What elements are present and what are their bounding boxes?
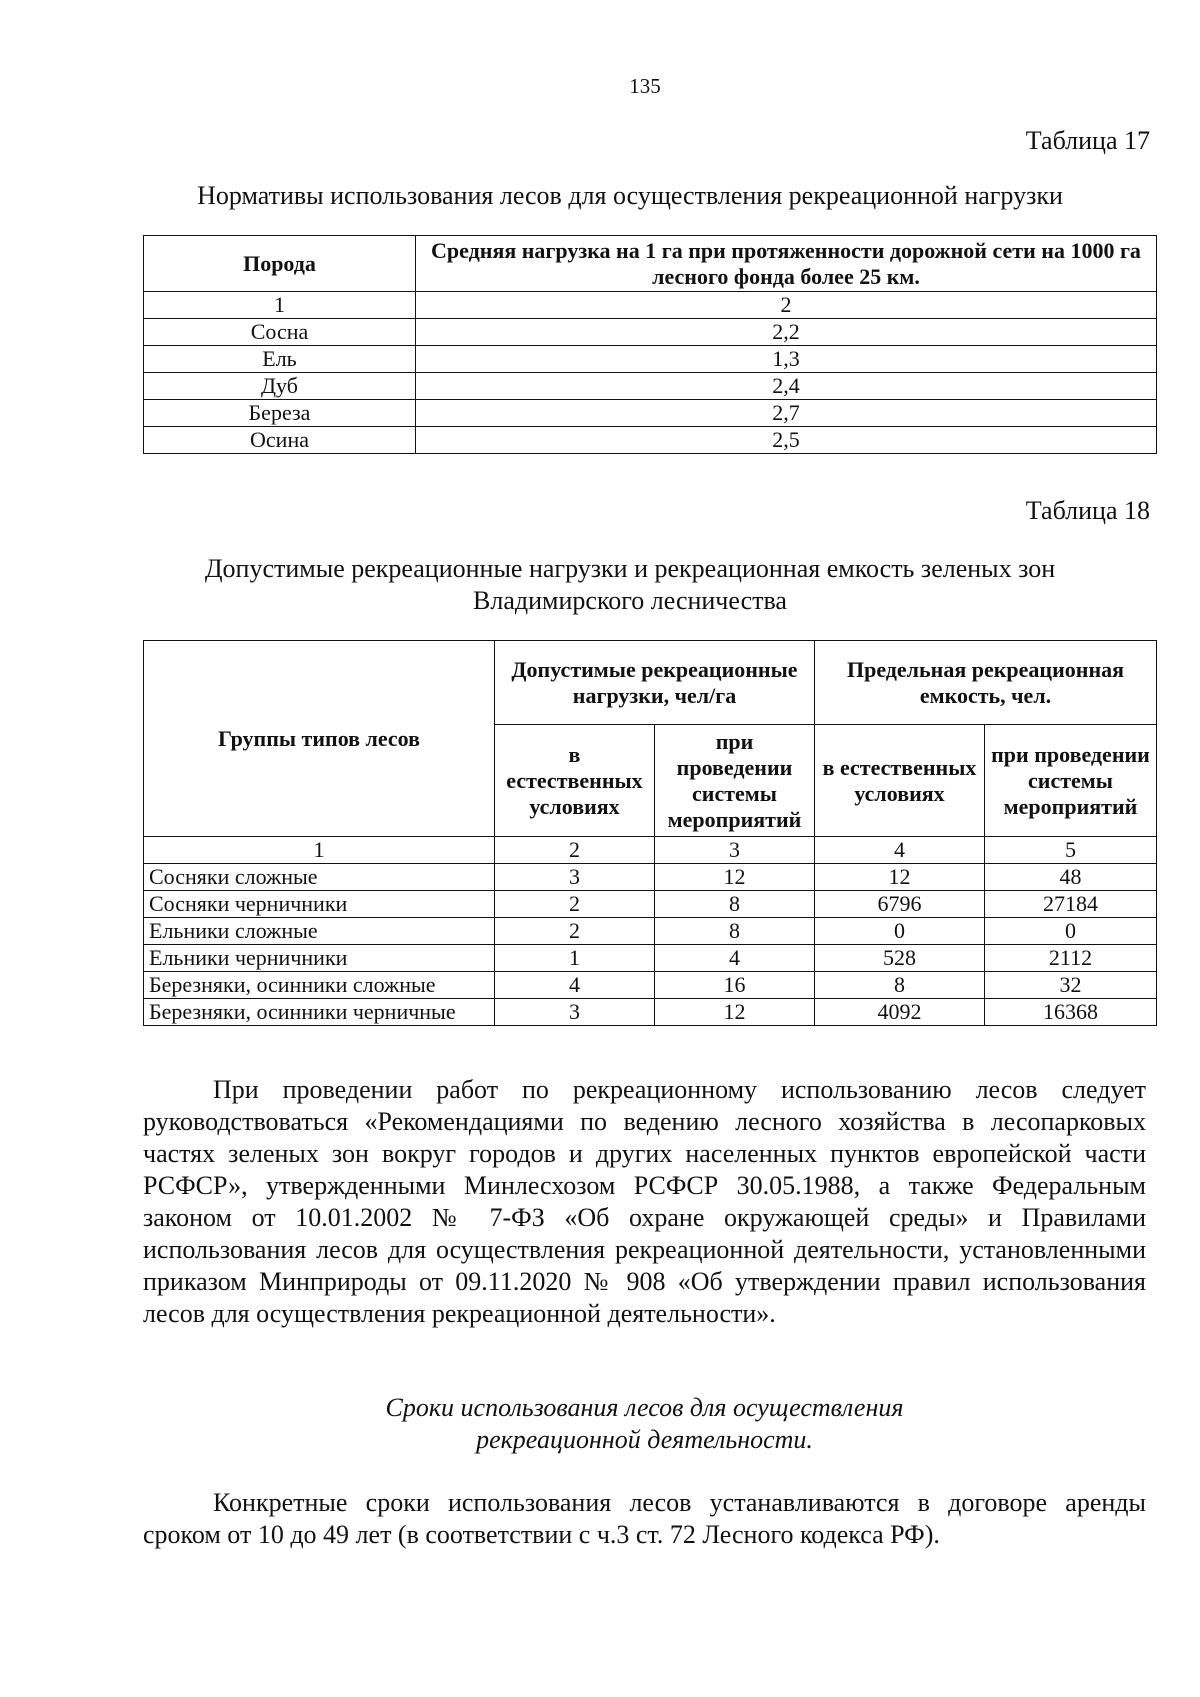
table-row	[144, 319, 1157, 346]
value-cell: 8	[655, 891, 815, 918]
forest-group-cell: Березняки, осинники сложные	[144, 972, 495, 999]
value-cell: 32	[985, 972, 1157, 999]
table-18-number: 1	[144, 837, 495, 864]
value-cell: 8	[815, 972, 985, 999]
value-cell: 16	[655, 972, 815, 999]
value-cell: 48	[985, 864, 1157, 891]
load-cell: 2,2	[416, 319, 1157, 346]
subheader-natural: в естественных условиях	[815, 725, 985, 837]
value-cell: 2	[495, 891, 655, 918]
table-17-number: 2	[416, 292, 1157, 319]
value-cell: 4092	[815, 999, 985, 1026]
species-cell: Сосна	[144, 319, 416, 346]
value-cell: 2112	[985, 945, 1157, 972]
load-cell: 2,5	[416, 427, 1157, 454]
forest-group-cell: Березняки, осинники черничные	[144, 999, 495, 1026]
table-17-header-species: Порода	[144, 236, 416, 292]
species-cell: Дуб	[144, 373, 416, 400]
value-cell: 4	[495, 972, 655, 999]
load-cell: 2,7	[416, 400, 1157, 427]
table-18-numbering-row	[144, 837, 1157, 864]
forest-group-cell: Ельники сложные	[144, 918, 495, 945]
table-17-number: 1	[144, 292, 416, 319]
table-18-number: 5	[985, 837, 1157, 864]
table-18-label: Таблица 18	[1025, 496, 1150, 525]
table-row	[144, 373, 1157, 400]
table-row	[144, 999, 1157, 1026]
load-cell: 1,3	[416, 346, 1157, 373]
table-17	[143, 235, 1157, 454]
table-row	[144, 891, 1157, 918]
value-cell: 6796	[815, 891, 985, 918]
value-cell: 12	[655, 864, 815, 891]
table-17-header-load: Средняя нагрузка на 1 га при протяженности дорожной сети на 1000 га лесного фонда более 25 км.	[416, 236, 1157, 292]
table-row	[144, 346, 1157, 373]
subheader-natural: в естественных условиях	[495, 725, 655, 837]
section-heading-line1: Сроки использования лесов для осуществления	[385, 1393, 904, 1422]
forest-group-cell: Сосняки черничники	[144, 891, 495, 918]
table-18	[143, 640, 1157, 1026]
table-row	[144, 400, 1157, 427]
table-17-title: Нормативы использования лесов для осуществления рекреационной нагрузки	[197, 181, 1063, 210]
table-18-title-line2: Владимирского лесничества	[473, 586, 787, 615]
value-cell: 3	[495, 999, 655, 1026]
value-cell: 12	[655, 999, 815, 1026]
table-18-number: 2	[495, 837, 655, 864]
species-cell: Осина	[144, 427, 416, 454]
body-paragraph: Конкретные сроки использования лесов устанавливаются в договоре аренды сроком от 10 до 49 лет (в соответствии с ч.3 ст. 72 Лесного кодекса РФ).	[143, 1488, 1146, 1549]
species-cell: Береза	[144, 400, 416, 427]
body-paragraph: При проведении работ по рекреационному использованию лесов следует руководствоваться «Рекомендациями по ведению лесного хозяйства в лесопарковых частях зеленых зон вокруг городов и других населенных пунктов европейской части РСФСР», утвержденными Минлесхозом РСФСР 30.05.1988, а также Федеральным законом от 10.01.2002 № 7-ФЗ «Об охране окружающей среды» и Правилами использования лесов для осуществления рекреационной деятельности, установленными приказом Минприроды от 09.11.2020 № 908 «Об утверждении правил использования лесов для осуществления рекреационной деятельности».	[143, 1075, 1146, 1328]
section-heading	[143, 1392, 1146, 1456]
table-17-label: Таблица 17	[1025, 126, 1150, 155]
load-cell: 2,4	[416, 373, 1157, 400]
forest-group-cell: Ельники черничники	[144, 945, 495, 972]
table-row	[144, 918, 1157, 945]
value-cell: 0	[985, 918, 1157, 945]
value-cell: 1	[495, 945, 655, 972]
value-cell: 0	[815, 918, 985, 945]
table-18-number: 4	[815, 837, 985, 864]
table-18-header-group: Группы типов лесов	[144, 641, 495, 837]
table-18-title-line1: Допустимые рекреационные нагрузки и рекреационная емкость зеленых зон	[204, 554, 1056, 583]
subheader-measures: при проведении системы мероприятий	[985, 725, 1157, 837]
table-row	[144, 427, 1157, 454]
value-cell: 27184	[985, 891, 1157, 918]
page-number: 135	[629, 74, 661, 98]
value-cell: 12	[815, 864, 985, 891]
table-row	[144, 972, 1157, 999]
table-18-title	[130, 553, 1130, 617]
species-cell: Ель	[144, 346, 416, 373]
value-cell: 528	[815, 945, 985, 972]
table-17-numbering-row	[144, 292, 1157, 319]
value-cell: 16368	[985, 999, 1157, 1026]
subheader-measures: при проведении системы мероприятий	[655, 725, 815, 837]
value-cell: 4	[655, 945, 815, 972]
forest-group-cell: Сосняки сложные	[144, 864, 495, 891]
table-row	[144, 864, 1157, 891]
section-heading-line2: рекреационной деятельности.	[476, 1425, 813, 1454]
table-18-header-capacity: Предельная рекреационная емкость, чел.	[815, 641, 1157, 725]
value-cell: 8	[655, 918, 815, 945]
table-18-number: 3	[655, 837, 815, 864]
value-cell: 3	[495, 864, 655, 891]
table-18-header-loads: Допустимые рекреационные нагрузки, чел/га	[495, 641, 815, 725]
table-row	[144, 945, 1157, 972]
value-cell: 2	[495, 918, 655, 945]
